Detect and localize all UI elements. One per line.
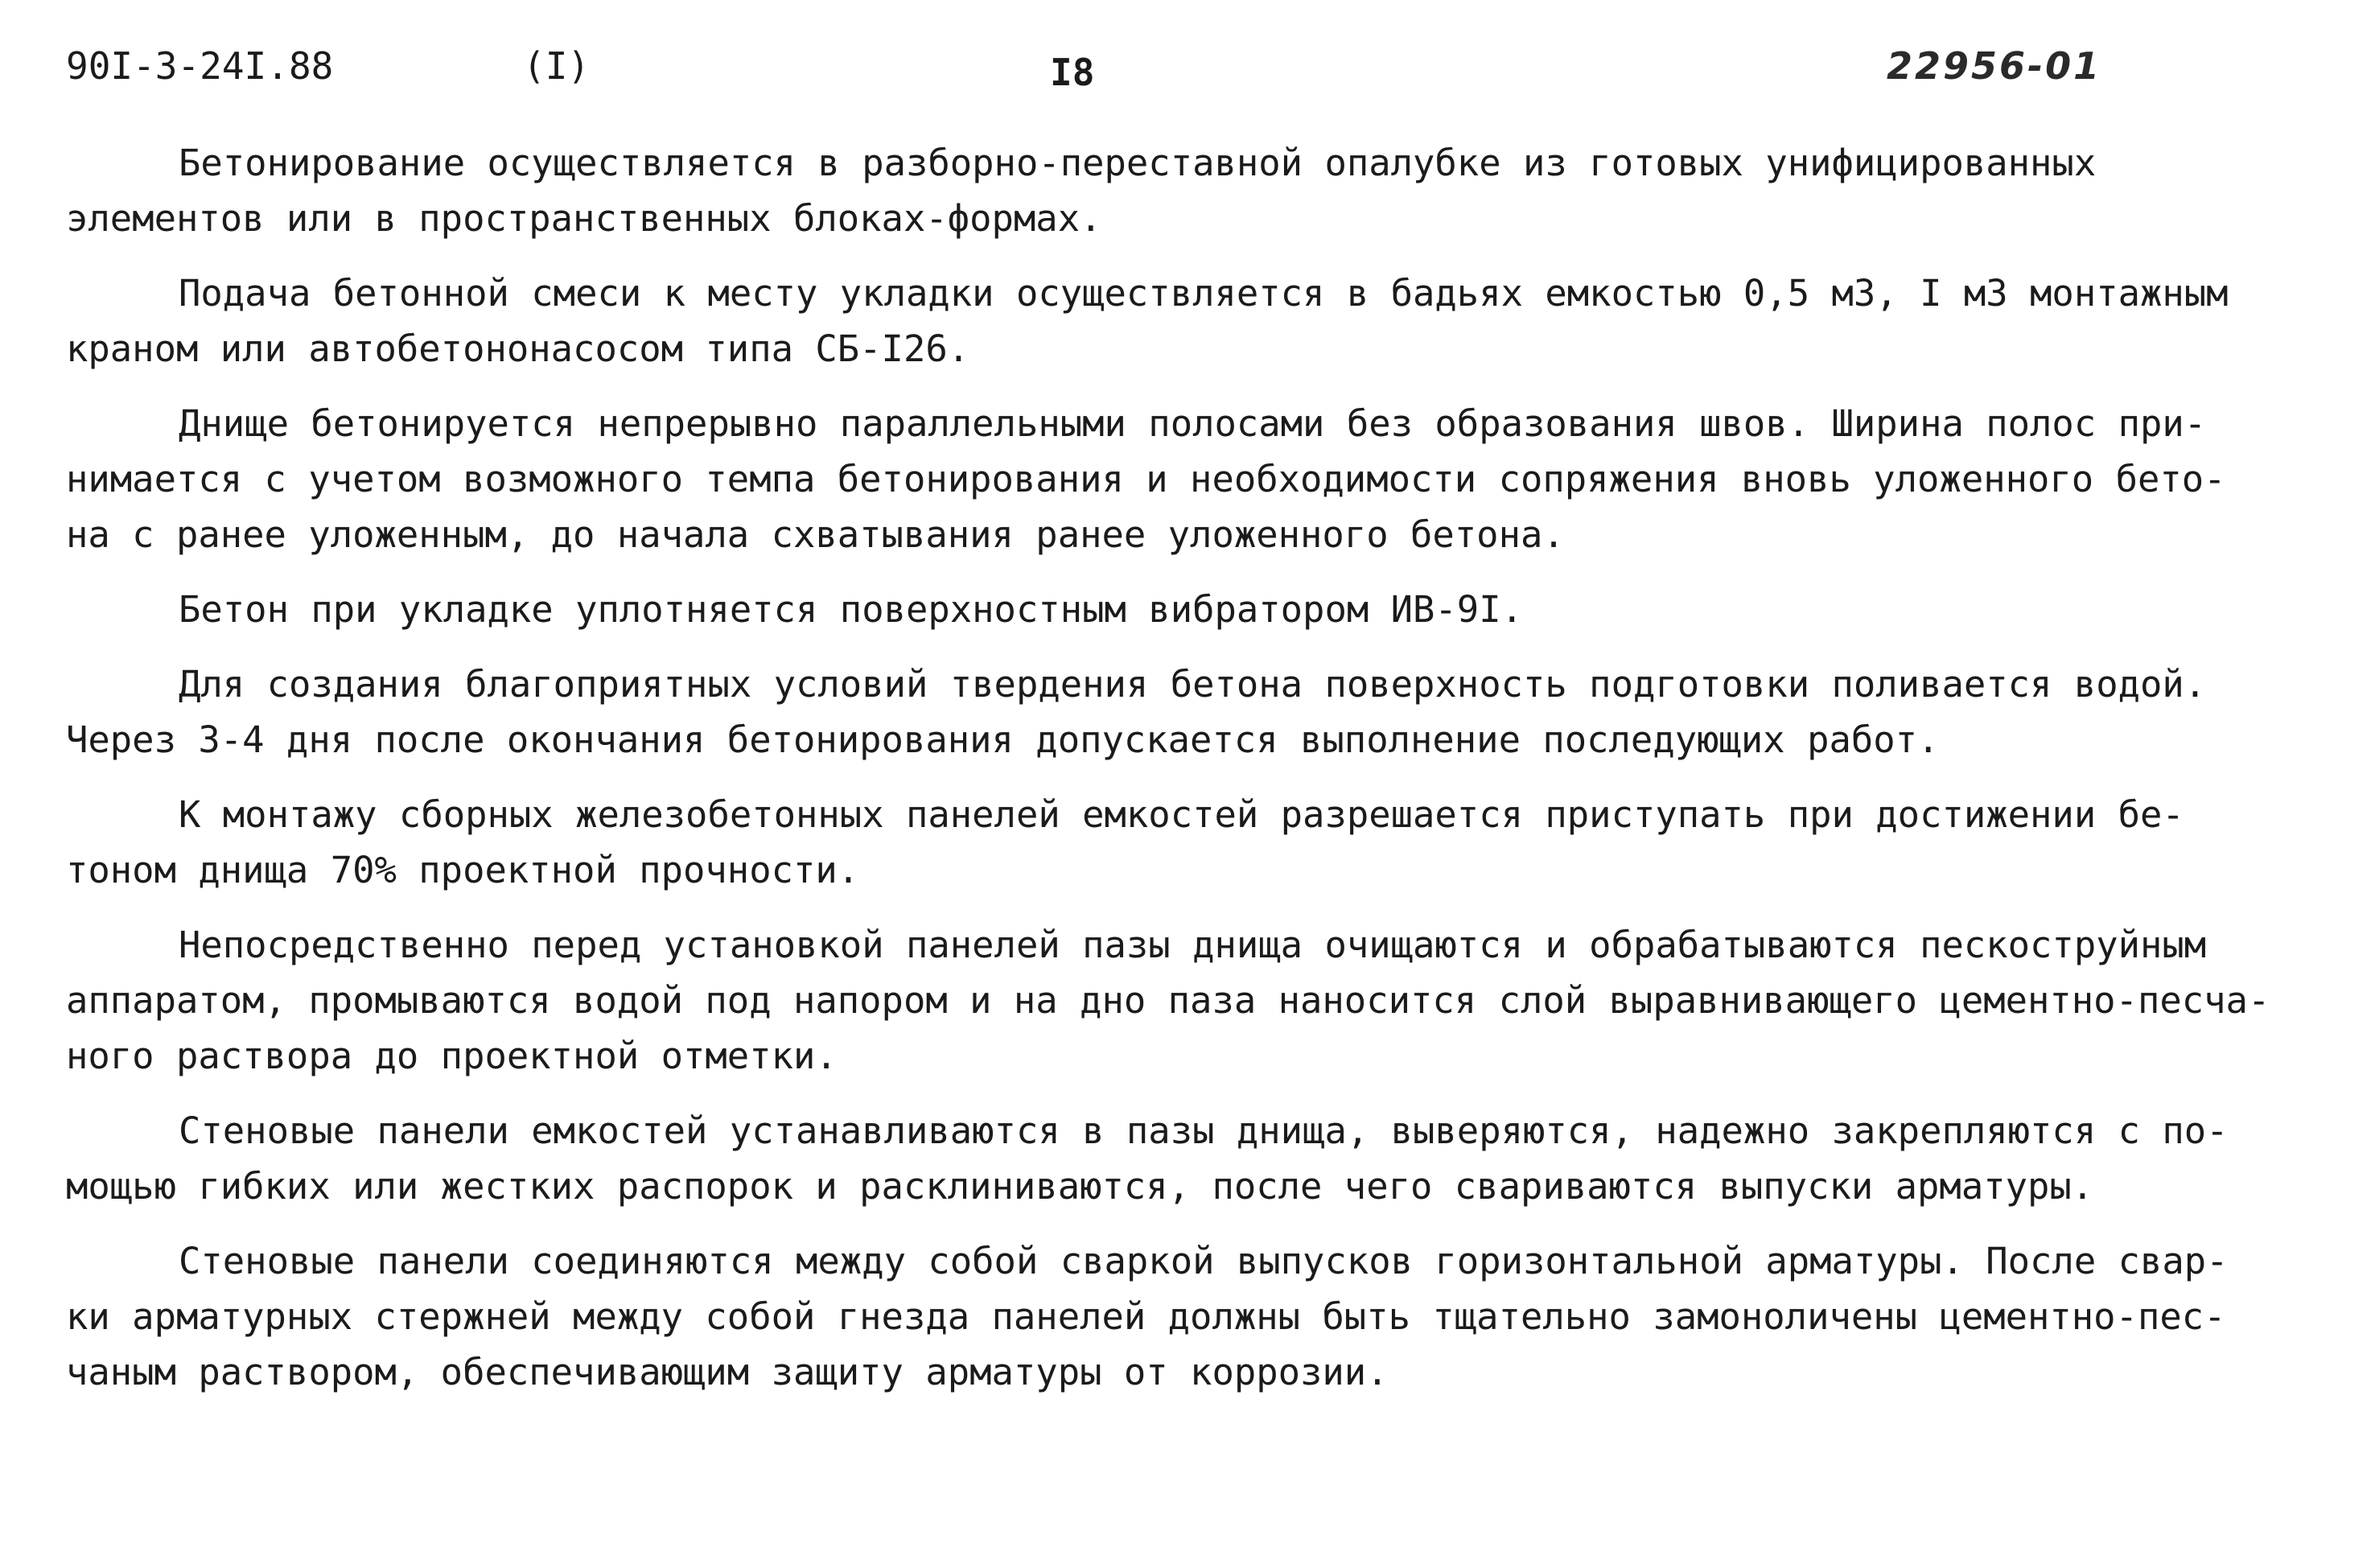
document-code: 90I-3-24I.88 bbox=[66, 44, 334, 88]
paragraph-wall-panel-installation: Стеновые панели емкостей устанавливаются в пазы днища, выверяются, надежно закрепляются с по- мощью гибких или жестких распорок и расклиниваются, после чего свариваются выпуски арматуры. bbox=[66, 1109, 2229, 1208]
paragraph-vibration: Бетон при укладке уплотняется поверхностным вибратором ИВ-9I. bbox=[179, 588, 1523, 631]
page-number: I8 bbox=[1050, 51, 1095, 94]
body-text bbox=[66, 135, 2319, 1419]
paragraph-concreting-formwork: Бетонирование осуществляется в разборно-переставной опалубке из готовых унифицированных элементов или в пространственных блоках-формах. bbox=[66, 142, 2097, 240]
paragraph-groove-cleaning: Непосредственно перед установкой панелей пазы днища очищаются и обрабатываются пескоструйным аппаратом, промываются водой под напором и на дно паза наносится слой выравнивающего цементно-песча- ного раствора до проектной отметки. bbox=[66, 924, 2270, 1077]
handwritten-document-number: 22956-01 bbox=[1887, 44, 2102, 88]
paragraph-panel-welding: Стеновые панели соединяются между собой сваркой выпусков горизонтальной арматуры. После свар- ки арматурных стержней между собой гнезда панелей должны быть тщательно замоноличены цементно-пес- чаным раствором, обеспечивающим защиту арматуры от коррозии. bbox=[66, 1240, 2229, 1393]
paragraph-bottom-concreting: Днище бетонируется непрерывно параллельными полосами без образования швов. Ширина полос при- нимается с учетом возможного темпа бетонирования и необходимости сопряжения вновь уложенного бето- на с ранее уложенным, до начала схватывания ранее уложенного бетона. bbox=[66, 402, 2226, 556]
revision-marker: (I) bbox=[523, 44, 591, 88]
paragraph-panel-mounting-strength: К монтажу сборных железобетонных панелей емкостей разрешается приступать при достижении бе- тоном днища 70% проектной прочности. bbox=[66, 793, 2184, 891]
paragraph-curing: Для создания благоприятных условий твердения бетона поверхность подготовки поливается водой. Через 3-4 дня после окончания бетонирования допускается выполнение последующих работ. bbox=[66, 663, 2207, 761]
page-header bbox=[0, 44, 2375, 101]
paragraph-concrete-supply: Подача бетонной смеси к месту укладки осуществляется в бадьях емкостью 0,5 м3, I м3 монтажным краном или автобетононасосом типа СБ-I26. bbox=[66, 272, 2229, 370]
